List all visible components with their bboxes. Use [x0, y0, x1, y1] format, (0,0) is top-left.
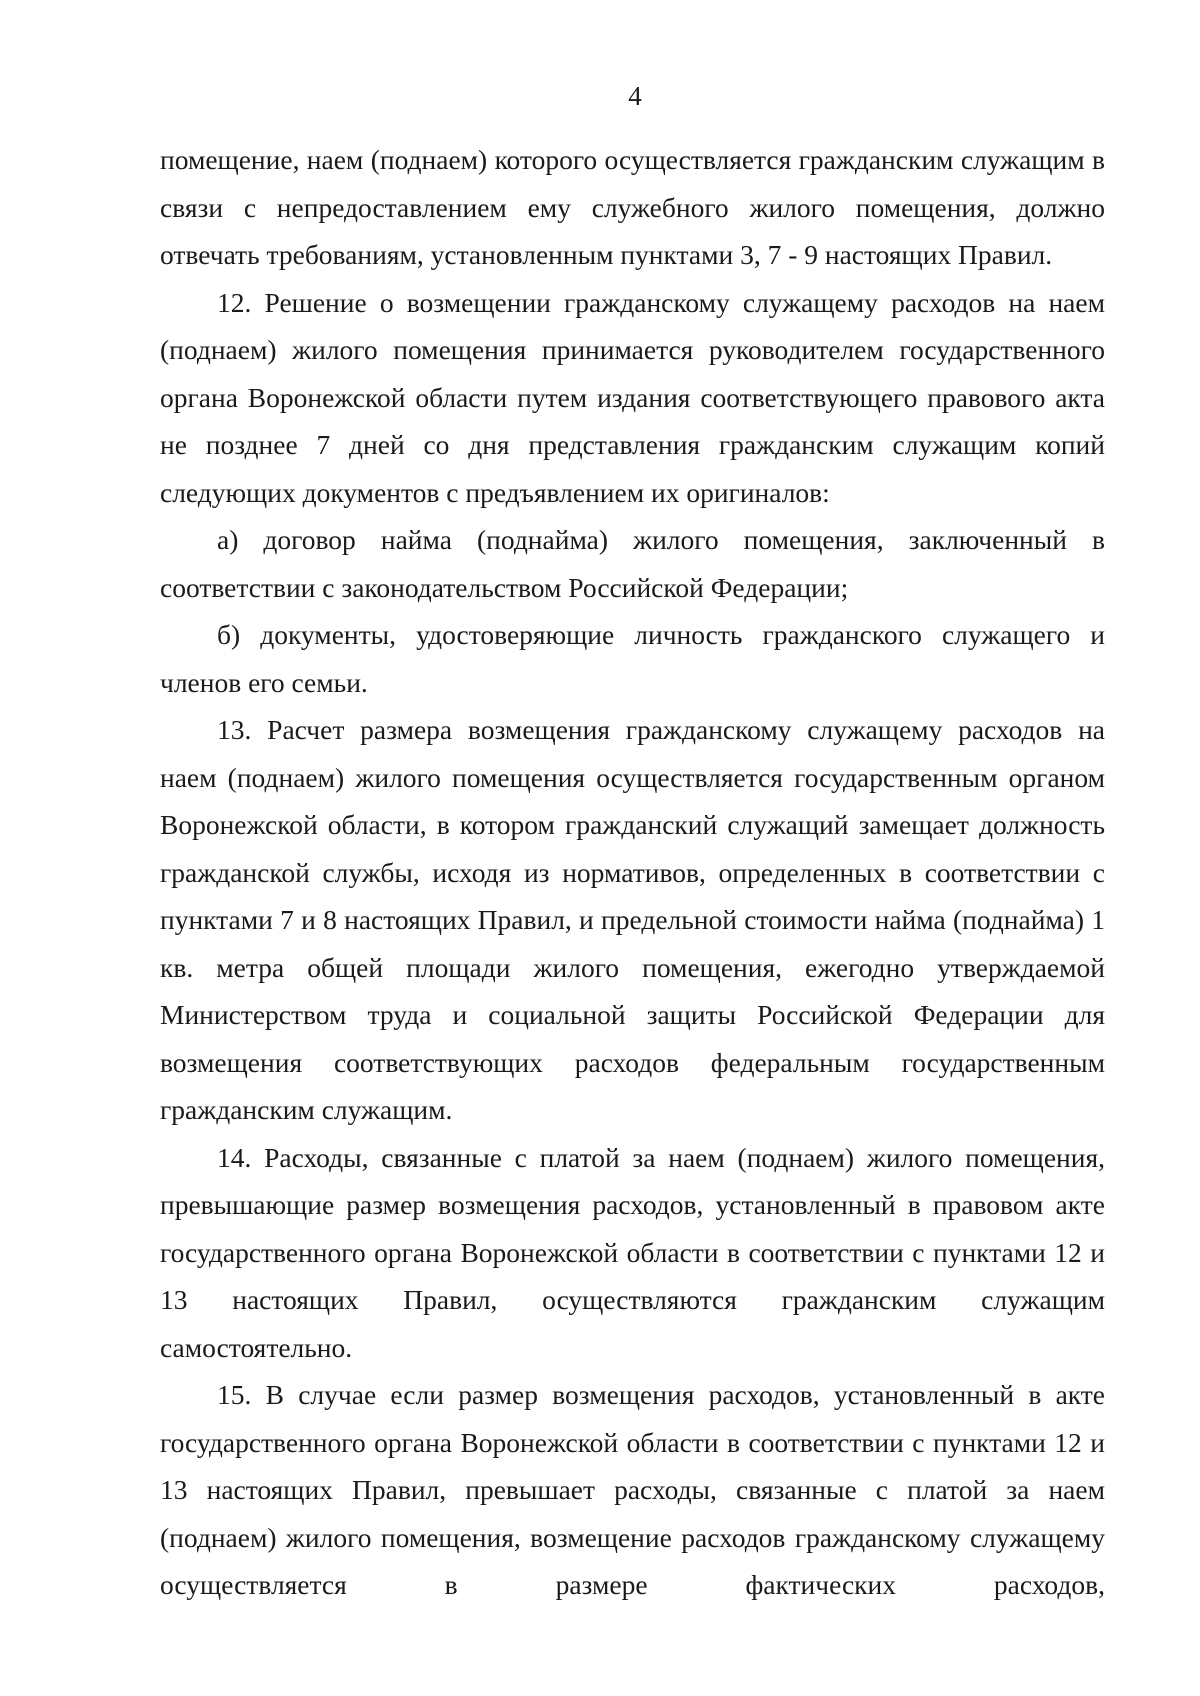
page-number: 4	[628, 81, 642, 111]
paragraph-15: 15. В случае если размер возмещения расходов, установленный в акте государственного органа Воронежской области в соответствии с пунктами 12 и 13 настоящих Правил, превышает расходы, связанные с платой за наем (поднаем) жилого помещения, возмещение расходов гражданскому служащему осуществляется в размере фактических расходов,	[160, 1379, 1105, 1600]
paragraph-13: 13. Расчет размера возмещения гражданскому служащему расходов на наем (поднаем) жилого помещения осуществляется государственным органом Воронежской области, в котором гражданский служащий замещает должность гражданской службы, исходя из нормативов, определенных в соответствии с пунктами 7 и 8 настоящих Правил, и предельной стоимости найма (поднайма) 1 кв. метра общей площади жилого помещения, ежегодно утверждаемой Министерством труда и социальной защиты Российской Федерации для возмещения соответствующих расходов федеральным государственным гражданским служащим.	[160, 714, 1105, 1125]
paragraph-12-item-a: а) договор найма (поднайма) жилого помещения, заключенный в соответствии с законодательством Российской Федерации;	[160, 524, 1105, 603]
paragraph-12-item-b: б) документы, удостоверяющие личность гражданского служащего и членов его семьи.	[160, 619, 1105, 698]
document-body	[160, 136, 1105, 1609]
paragraph-continuation: помещение, наем (поднаем) которого осуществляется гражданским служащим в связи с непредоставлением ему служебного жилого помещения, должно отвечать требованиям, установленным пунктами 3, 7 - 9 настоящих Правил.	[160, 144, 1105, 270]
paragraph-14: 14. Расходы, связанные с платой за наем (поднаем) жилого помещения, превышающие размер возмещения расходов, установленный в правовом акте государственного органа Воронежской области в соответствии с пунктами 12 и 13 настоящих Правил, осуществляются гражданским служащим самостоятельно.	[160, 1141, 1105, 1363]
paragraph-12: 12. Решение о возмещении гражданскому служащему расходов на наем (поднаем) жилого помещения принимается руководителем государственного органа Воронежской области путем издания соответствующего правового акта не позднее 7 дней со дня представления гражданским служащим копий следующих документов с предъявлением их оригиналов:	[160, 286, 1105, 508]
